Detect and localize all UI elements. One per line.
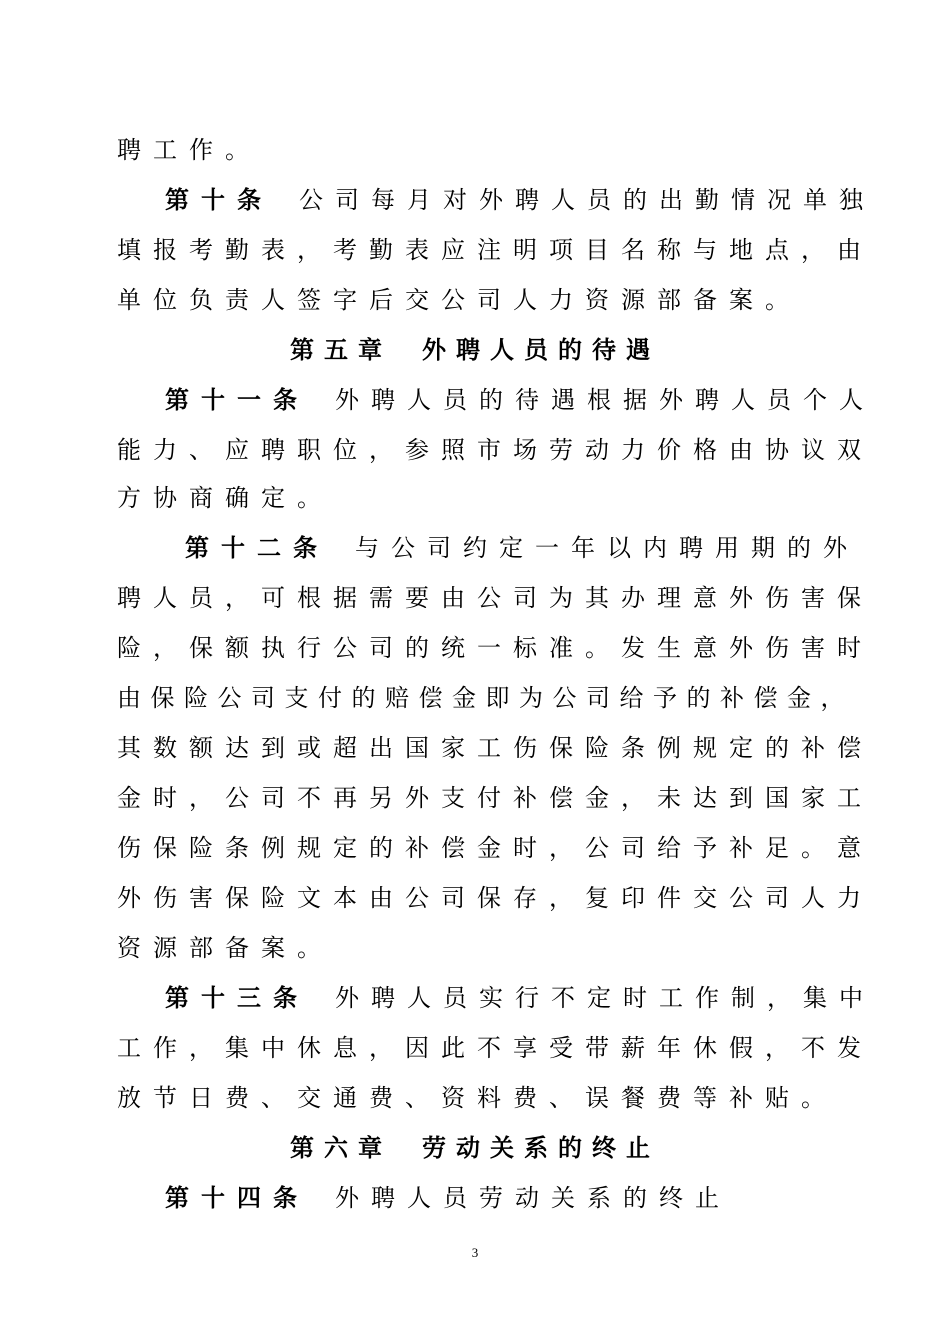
chapter-5-heading — [0, 335, 950, 365]
text-line: 资源部备案。 — [117, 934, 333, 962]
page-number: 3 — [471, 1245, 479, 1260]
text-line: 其数额达到或超出国家工伤保险条例规定的补偿 — [117, 734, 873, 762]
article-12-title: 第十二条 — [185, 533, 329, 562]
text-line: 险，保额执行公司的统一标准。发生意外伤害时 — [117, 634, 873, 662]
article-10-title: 第十条 — [165, 185, 273, 214]
text-line: 聘人员，可根据需要由公司为其办理意外伤害保 — [117, 584, 873, 612]
article-11-title: 第十一条 — [165, 385, 309, 414]
article-13-text: 外聘人员实行不定时工作制，集中 — [335, 984, 875, 1012]
text-line: 单位负责人签字后交公司人力资源部备案。 — [117, 286, 801, 314]
text-line: 外伤害保险文本由公司保存，复印件交公司人力 — [117, 884, 873, 912]
text-line: 方协商确定。 — [117, 484, 333, 512]
chapter-6-title: 劳动关系的终止 — [422, 1133, 660, 1162]
article-13-line-1 — [165, 983, 875, 1013]
text-line: 由保险公司支付的赔偿金即为公司给予的补偿金， — [117, 684, 854, 712]
text-line: 能力、应聘职位，参照市场劳动力价格由协议双 — [117, 436, 873, 464]
article-10-line-1 — [165, 185, 875, 215]
text-line: 聘工作。 — [117, 136, 261, 164]
article-14-text: 外聘人员劳动关系的终止 — [335, 1184, 731, 1212]
article-14-line-1 — [165, 1183, 731, 1213]
article-10-text: 公司每月对外聘人员的出勤情况单独 — [299, 186, 875, 214]
article-12-text: 与公司约定一年以内聘用期的外 — [355, 534, 859, 562]
article-14-title: 第十四条 — [165, 1183, 309, 1212]
article-11-line-1 — [165, 385, 875, 415]
article-11-text: 外聘人员的待遇根据外聘人员个人 — [335, 386, 875, 414]
article-12-line-1 — [185, 533, 859, 563]
chapter-6-number: 第六章 — [290, 1133, 392, 1162]
text-line: 填报考勤表，考勤表应注明项目名称与地点，由 — [117, 236, 873, 264]
chapter-5-title: 外聘人员的待遇 — [422, 335, 660, 364]
text-line: 伤保险条例规定的补偿金时，公司给予补足。意 — [117, 834, 873, 862]
text-line: 金时，公司不再另外支付补偿金，未达到国家工 — [117, 784, 873, 812]
text-line: 工作，集中休息，因此不享受带薪年休假，不发 — [117, 1034, 873, 1062]
text-line: 放节日费、交通费、资料费、误餐费等补贴。 — [117, 1084, 837, 1112]
article-13-title: 第十三条 — [165, 983, 309, 1012]
chapter-5-number: 第五章 — [290, 335, 392, 364]
chapter-6-heading — [0, 1133, 950, 1163]
